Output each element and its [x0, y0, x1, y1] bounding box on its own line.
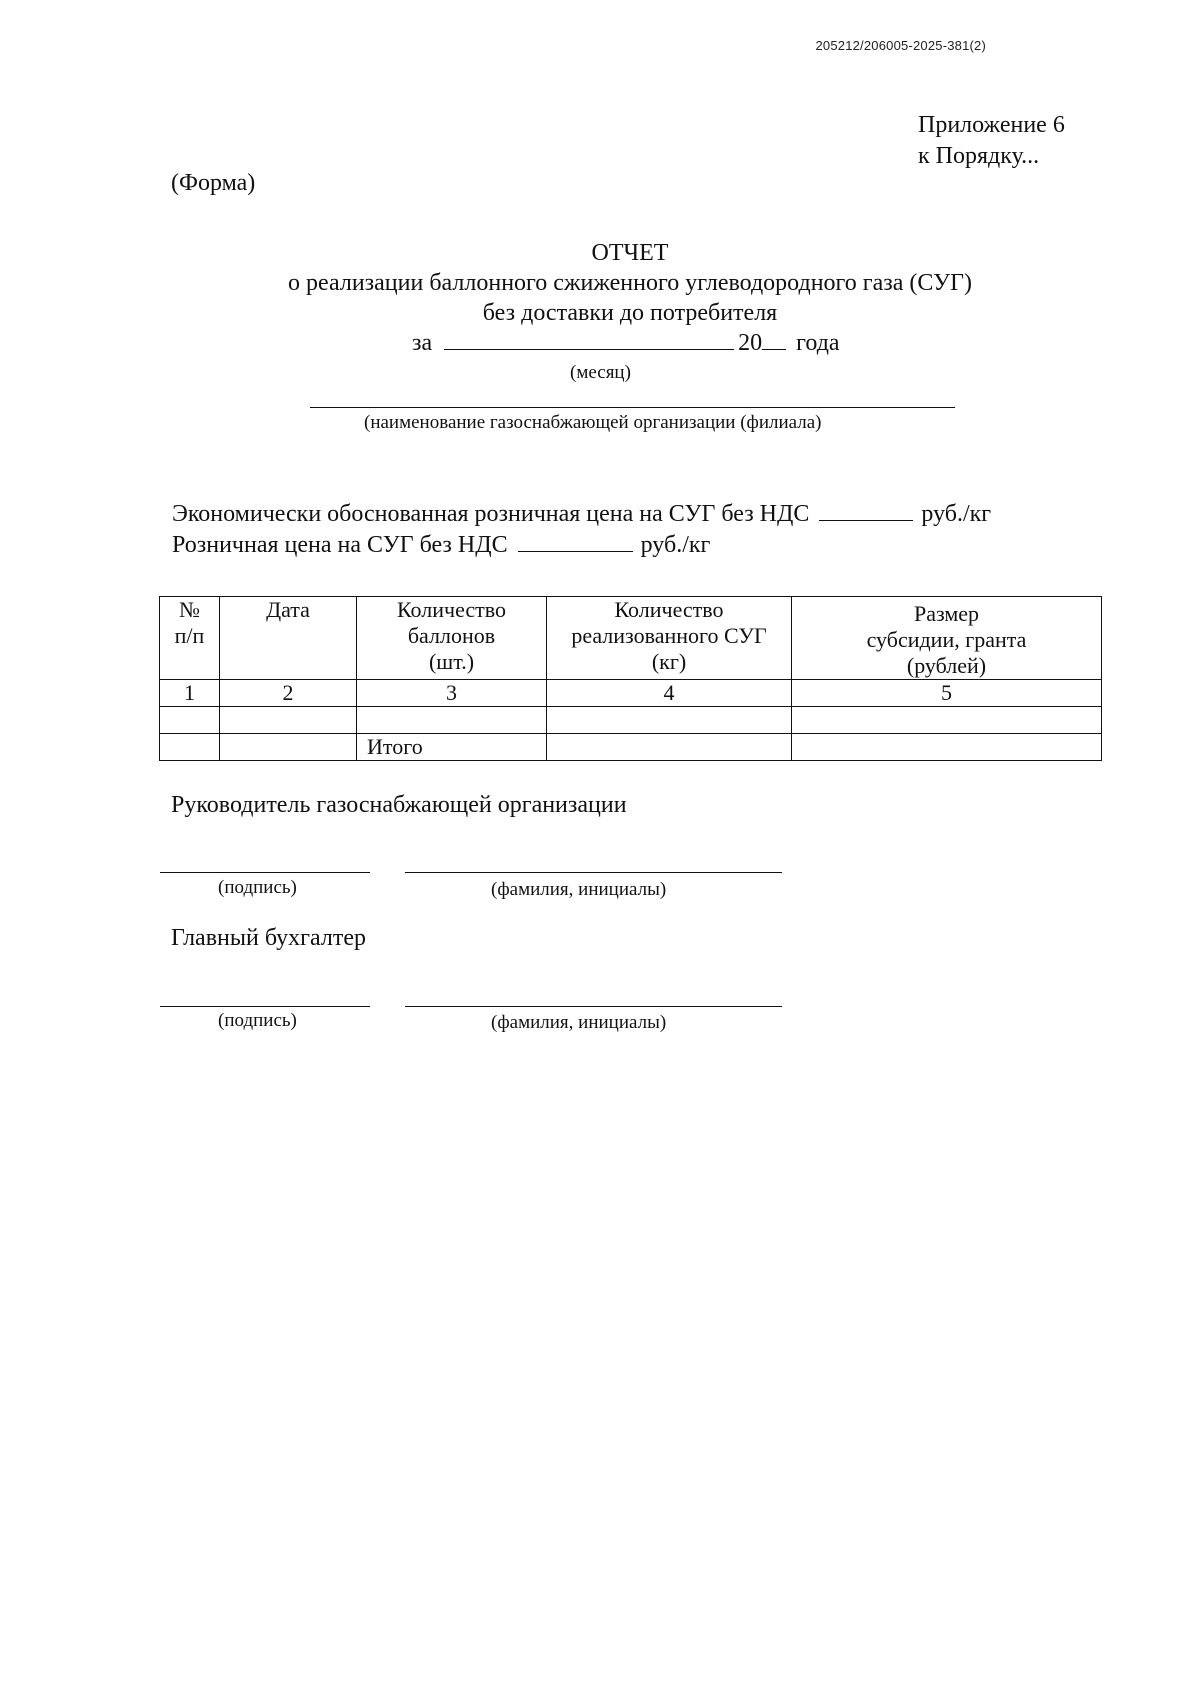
head-signature-field[interactable]: [160, 872, 370, 873]
table-cell: [160, 734, 220, 761]
report-subtitle-2: без доставки до потребителя: [482, 300, 778, 326]
report-title-block: [0, 238, 1200, 328]
column-number: 4: [547, 680, 792, 707]
accountant-name-field[interactable]: [405, 1006, 782, 1007]
document-registration-number: 205212/206005-2025-381(2): [815, 38, 986, 53]
period-prefix: за: [412, 330, 433, 356]
column-number: 2: [220, 680, 357, 707]
table-cell[interactable]: [547, 707, 792, 734]
economic-price-line: [172, 499, 991, 530]
organization-name-field[interactable]: [310, 407, 955, 408]
form-label: (Форма): [171, 170, 256, 196]
accountant-signature-hint: (подпись): [218, 1010, 297, 1031]
retail-price-field[interactable]: [518, 533, 633, 552]
table-row: [160, 707, 1102, 734]
report-period-line: [412, 330, 840, 357]
retail-price-label: Розничная цена на СУГ без НДС: [172, 532, 508, 558]
economic-price-label: Экономически обоснованная розничная цена на СУГ без НДС: [172, 501, 810, 527]
appendix-reference: [918, 110, 1065, 172]
total-quantity-cell[interactable]: [547, 734, 792, 761]
header-cylinder-count: Количество баллонов (шт.): [357, 597, 547, 680]
economic-price-field[interactable]: [819, 502, 913, 521]
accountant-signature-field[interactable]: [160, 1006, 370, 1007]
column-number: 1: [160, 680, 220, 707]
head-signer-title: Руководитель газоснабжающей организации: [171, 792, 627, 818]
table-cell[interactable]: [792, 707, 1102, 734]
total-row: [160, 734, 1102, 761]
period-suffix: года: [796, 330, 840, 356]
total-label: Итого: [357, 734, 547, 761]
organization-name-hint: (наименование газоснабжающей организации (филиала): [364, 412, 822, 433]
period-year: 20: [738, 330, 763, 356]
head-name-hint: (фамилия, инициалы): [491, 879, 667, 900]
report-title: ОТЧЕТ: [591, 240, 669, 266]
report-table: [159, 596, 1102, 761]
price-block: [172, 499, 991, 561]
month-blank-field[interactable]: [444, 331, 734, 350]
head-signature-hint: (подпись): [218, 877, 297, 898]
header-date: Дата: [220, 597, 357, 680]
column-number-row: [160, 680, 1102, 707]
economic-price-unit: руб./кг: [921, 501, 992, 527]
accountant-signer-title: Главный бухгалтер: [171, 925, 366, 951]
retail-price-line: [172, 530, 991, 561]
month-hint: (месяц): [570, 362, 631, 383]
table-cell[interactable]: [220, 707, 357, 734]
table-cell[interactable]: [160, 707, 220, 734]
year-blank-field[interactable]: [762, 331, 786, 350]
column-number: 3: [357, 680, 547, 707]
header-lpg-quantity: Количество реализованного СУГ (кг): [547, 597, 792, 680]
total-subsidy-cell[interactable]: [792, 734, 1102, 761]
header-subsidy-amount: Размер субсидии, гранта (рублей): [792, 597, 1102, 680]
column-number: 5: [792, 680, 1102, 707]
table-cell: [220, 734, 357, 761]
appendix-line-2: к Порядку...: [918, 143, 1040, 169]
retail-price-unit: руб./кг: [640, 532, 711, 558]
header-row-number: № п/п: [160, 597, 220, 680]
accountant-name-hint: (фамилия, инициалы): [491, 1012, 667, 1033]
table-header-row: [160, 597, 1102, 680]
report-subtitle: о реализации баллонного сжиженного углеводородного газа (СУГ): [288, 270, 972, 296]
appendix-line-1: Приложение 6: [918, 112, 1065, 138]
table-cell[interactable]: [357, 707, 547, 734]
head-name-field[interactable]: [405, 872, 782, 873]
